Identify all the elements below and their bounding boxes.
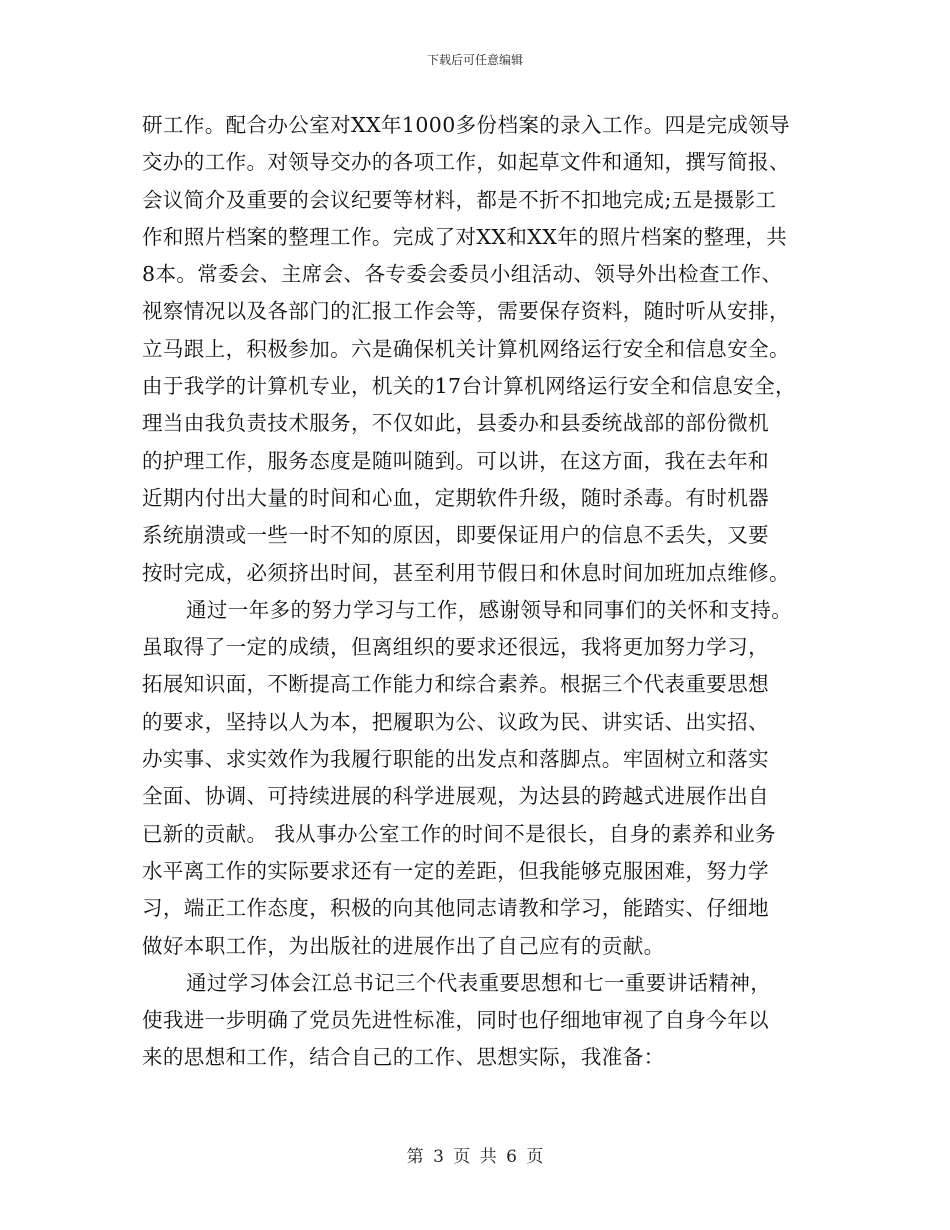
text-line: 已新的贡献。 我从事办公室工作的时间不是很长，自身的素养和业务	[142, 821, 776, 846]
text-line: 做好本职工作，为出版社的进展作出了自己应有的贡献。	[142, 933, 665, 958]
text-line: 近期内付出大量的时间和心血，定期软件升级，随时杀毒。有时机器	[142, 485, 769, 510]
text-line: 系统崩溃或一些一时不知的原因，即要保证用户的信息不丢失，又要	[142, 523, 769, 548]
text-line: 8本。常委会、主席会、各专委会委员小组活动、领导外出检查工作、	[142, 262, 783, 287]
paragraph-first-line: 通过学习体会江总书记三个代表重要思想和七一重要讲话精神，	[186, 970, 772, 995]
text-line: 按时完成，必须挤出时间，甚至利用节假日和休息时间加班加点维修。	[142, 560, 790, 585]
text-line: 立马跟上，积极参加。六是确保机关计算机网络运行安全和信息安全。	[142, 336, 790, 361]
text-line: 使我进一步明确了党员先进性标准，同时也仔细地审视了自身今年以	[142, 1008, 769, 1033]
text-line: 会议简介及重要的会议纪要等材料，都是不折不扣地完成;五是摄影工	[142, 187, 777, 212]
text-line: 由于我学的计算机专业，机关的17台计算机网络运行安全和信息安全，	[142, 374, 796, 399]
text-line: 水平离工作的实际要求还有一定的差距，但我能够克服困难，努力学	[142, 858, 769, 883]
text-line: 研工作。配合办公室对XX年1000多份档案的录入工作。四是完成领导	[142, 113, 791, 137]
text-line: 的要求，坚持以人为本，把履职为公、议政为民、讲实话、出实招、	[142, 709, 769, 734]
page-header: 下载后可任意编辑	[426, 53, 523, 67]
text-line: 作和照片档案的整理工作。完成了对XX和XX年的照片档案的整理，共	[142, 224, 788, 249]
text-line: 虽取得了一定的成绩，但离组织的要求还很远，我将更加努力学习，	[142, 635, 769, 660]
text-line: 全面、协调、可持续进展的科学进展观，为达县的跨越式进展作出自	[142, 784, 769, 809]
page-number-footer: 第 3 页 共 6 页	[406, 1147, 544, 1167]
text-line: 交办的工作。对领导交办的各项工作，如起草文件和通知，撰写简报、	[142, 150, 790, 175]
text-line: 视察情况以及各部门的汇报工作会等，需要保存资料，随时听从安排，	[142, 299, 790, 324]
text-line: 理当由我负责技术服务，不仅如此，县委办和县委统战部的部份微机	[142, 411, 769, 436]
text-line: 的护理工作，服务态度是随叫随到。可以讲，在这方面，我在去年和	[142, 448, 769, 473]
document-body	[142, 107, 832, 1077]
text-line: 来的思想和工作，结合自己的工作、思想实际，我准备：	[142, 1045, 665, 1070]
paragraph-first-line: 通过一年多的努力学习与工作，感谢领导和同事们的关怀和支持。	[186, 597, 793, 622]
text-line: 习，端正工作态度，积极的向其他同志请教和学习，能踏实、仔细地	[142, 896, 769, 921]
text-line: 拓展知识面，不断提高工作能力和综合素养。根据三个代表重要思想	[142, 672, 769, 697]
text-line: 办实事、求实效作为我履行职能的出发点和落脚点。牢固树立和落实	[142, 747, 769, 772]
